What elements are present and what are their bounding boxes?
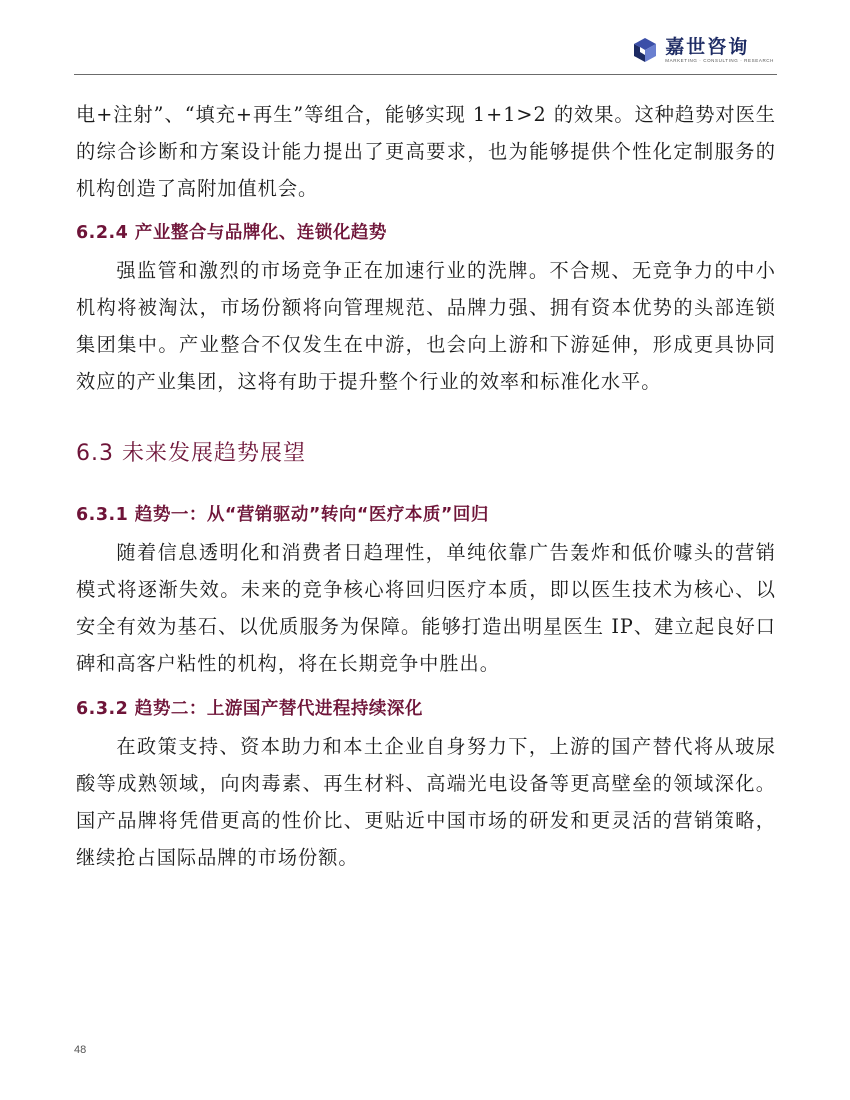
section-6-3-1-heading: 6.3.1 趋势一：从“营销驱动”转向“医疗本质”回归 [76, 505, 489, 525]
jiashi-cube-logo-icon [631, 36, 659, 64]
logo-tagline: MARKETING · CONSULTING · RESEARCH [665, 57, 774, 63]
header-divider [74, 74, 777, 75]
section-6-3-2-heading: 6.3.2 趋势二：上游国产替代进程持续深化 [76, 699, 423, 719]
section-6-3-heading: 6.3 未来发展趋势展望 [76, 441, 306, 466]
section-6-2-4-paragraph: 强监管和激烈的市场竞争正在加速行业的洗牌。不合规、无竞争力的中小机构将被淘汰，市场份额将向管理规范、品牌力强、拥有资本优势的头部连锁集团集中。产业整合不仅发生在中游，也会向上游和下游延伸，形成更具协同效应的产业集团，这将有助于提升整个行业的效率和标准化水平。 [76, 259, 776, 393]
section-6-2-4-heading: 6.2.4 产业整合与品牌化、连锁化趋势 [76, 223, 387, 243]
section-6-3-2-paragraph: 在政策支持、资本助力和本土企业自身努力下，上游的国产替代将从玻尿酸等成熟领域，向肉毒素、再生材料、高端光电设备等更高壁垒的领域深化。国产品牌将凭借更高的性价比、更贴近中国市场的研发和更灵活的营销策略，继续抢占国际品牌的市场份额。 [76, 735, 776, 869]
logo-name: 嘉世咨询 [665, 35, 750, 58]
section-6-3-1-paragraph: 随着信息透明化和消费者日趋理性，单纯依靠广告轰炸和低价噱头的营销模式将逐渐失效。未来的竞争核心将回归医疗本质，即以医生技术为核心、以安全有效为基石、以优质服务为保障。能够打造出明星医生 IP、建立起良好口碑和高客户粘性的机构，将在长期竞争中胜出。 [76, 541, 776, 675]
page-content [76, 96, 776, 876]
continued-paragraph: 电+注射”、“填充+再生”等组合，能够实现 1+1>2 的效果。这种趋势对医生的综合诊断和方案设计能力提出了更高要求，也为能够提供个性化定制服务的机构创造了高附加值机会。 [76, 103, 776, 200]
page-number: 48 [74, 1044, 87, 1056]
header-logo [631, 36, 774, 64]
